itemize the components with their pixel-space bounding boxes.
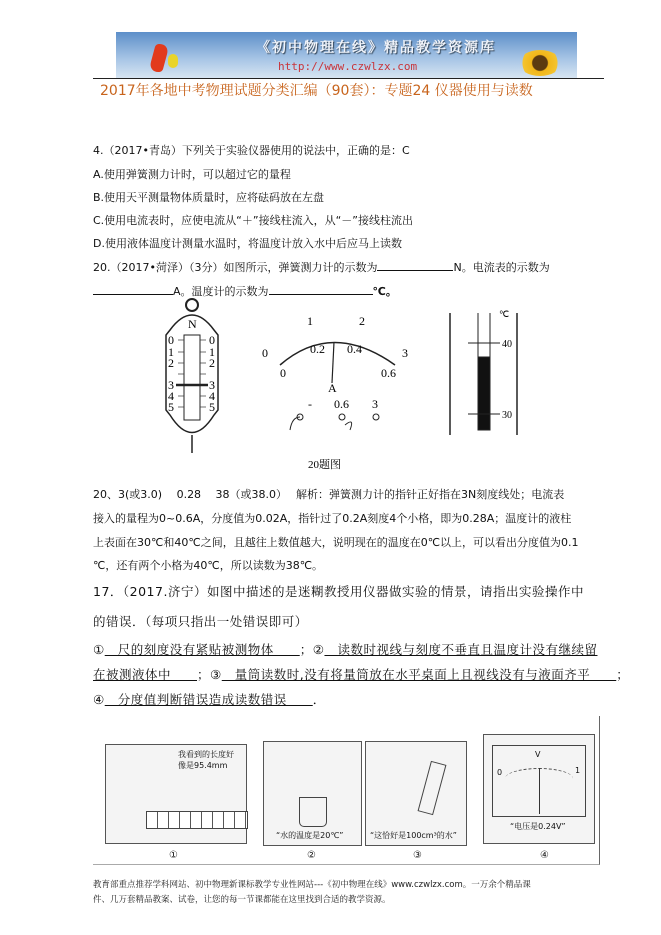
q20-text: A。温度计的示数为 [173,285,269,298]
spring-tick: 5 [168,400,174,414]
site-banner[interactable] [116,32,577,78]
footer-line: 教育部重点推荐学科网站、初中物理新课标教学专业性网站---《初中物理在线》www.czwlzx.com。一万余个精品课 [93,880,531,890]
panel-caption: 我看到的长度好像是95.4mm [178,750,234,770]
panel-voltmeter [483,734,595,844]
dial-label: 0 [497,768,503,777]
marker: ③ [210,667,222,682]
ammeter-bottom-label: 0.6 [381,366,396,380]
answer-3: 量筒读数时,没有将量筒放在水平桌面上且视线没有与液面齐平 [221,667,617,682]
ammeter-top-label: 3 [402,346,408,360]
terminal-label: - [308,397,312,411]
q20-answer-line: 20、3(或3.0) 0.28 38（或38.0） 解析：弹簧测力计的指针正好指在3N刻度线处；电流表 [93,488,565,501]
terminal-label: 0.6 [334,397,349,411]
panel-number: ① [169,850,178,861]
q20-text: 20.（2017•菏泽）（3分）如图所示，弹簧测力计的示数为 [93,261,378,274]
ammeter-figure [280,342,395,430]
spring-tick: 1 [209,345,215,359]
q17-answer-line [93,640,597,658]
ammeter-bottom-label: 0.4 [347,342,362,356]
q17-answer-line [93,665,629,683]
q17-line2: 的错误．（每项只指出一处错误即可） [93,614,308,629]
q4-option-a: A.使用弹簧测力计时，可以超过它的量程 [93,168,291,181]
panel-number: ④ [540,850,549,861]
ammeter-top-label: 1 [307,314,313,328]
ruler-drawing [146,811,248,829]
header-divider [93,78,604,79]
spring-tick: 0 [209,333,215,347]
logo-icon [148,44,170,72]
thermo-unit: ℃ [499,309,510,319]
dial-label: 1 [575,766,581,775]
terminal-label: 3 [372,397,378,411]
spring-tick: 2 [168,356,174,370]
ammeter-bottom-label: 0 [280,366,286,380]
q17-answer-line [93,690,326,708]
spring-tick: 4 [168,389,174,403]
doc-title: 2017年各地中考物理试题分类汇编（90套）：专题24 仪器使用与读数 [100,83,533,99]
answer-blank [269,284,373,295]
q20-answer-line: 接入的量程为0~0.6A，分度值为0.02A，指针过了0.2A刻度4个小格，即为0.28A；温度计的液柱 [93,512,572,525]
spring-tick: 1 [168,345,174,359]
banner-url[interactable]: http://www.czwlzx.com [278,60,418,73]
spring-tick: 4 [209,389,215,403]
answer-blank [93,284,173,295]
answer-2-cont: 在被测液体中 [93,667,198,682]
panel-thermometer [263,741,362,846]
answer-blank [377,260,453,271]
panel-ruler [105,744,247,844]
q20-text: N。电流表的示数为 [453,261,550,274]
answer-2: 读数时视线与刻度不垂直且温度计没有继续留 [324,642,598,657]
panel-caption: “这恰好是100cm³的水” [370,831,457,840]
ammeter-unit: A [328,381,337,395]
banner-title: 《初中物理在线》精品教学资源库 [256,40,496,56]
figure-caption: 20题图 [308,459,341,471]
spring-unit: N [188,317,197,331]
dial-needle [539,768,540,814]
cylinder-drawing [418,761,447,815]
sunflower-image [519,50,561,76]
panel-number: ② [307,850,316,861]
beaker-drawing [299,797,327,827]
voltmeter-dial [492,745,586,817]
ammeter-top-label: 0 [262,346,268,360]
q4-stem: 4.（2017•青岛）下列关于实验仪器使用的说法中，正确的是：C [93,144,410,157]
spring-tick: 3 [168,378,174,392]
ammeter-bottom-label: 0.2 [310,342,325,356]
answer-4: 分度值判断错误造成读数错误 [104,692,313,707]
footer-line: 件、几万套精品教案、试卷，让您的每一节课都能在这里找到合适的教学资源。 [93,895,391,905]
q20-figure [150,295,530,480]
spring-tick: 3 [209,378,215,392]
separator: ； [197,667,211,682]
panel-caption: “电压是0.24V” [510,822,566,831]
q4-option-c: C.使用电流表时，应使电流从“＋”接线柱流入，从“－”接线柱流出 [93,214,413,227]
marker: ① [93,642,105,657]
logo-icon-yellow [168,54,178,68]
spring-tick: 5 [209,400,215,414]
q4-option-b: B.使用天平测量物体质量时，应将砝码放在左盘 [93,191,325,204]
q20-answer-line: 上表面在30℃和40℃之间，且越往上数值越大，说明现在的温度在0℃以上，可以看出分度值为0.1 [93,536,579,549]
marker: ④ [93,692,105,707]
period: ． [312,692,326,707]
ammeter-top-label: 2 [359,314,365,328]
separator: ； [616,667,630,682]
panel-caption: “水的温度是20℃” [276,831,344,840]
panel-cylinder [365,741,467,846]
separator: ； [299,642,313,657]
q20-text: ℃。 [372,285,397,298]
q17-illustrations [93,716,600,865]
q20-answer-line: ℃，还有两个小格为40℃，所以读数为38℃。 [93,559,324,572]
marker: ② [312,642,325,657]
thermo-label: 40 [502,339,512,350]
spring-tick: 2 [209,356,215,370]
q4-option-d: D.使用液体温度计测量水温时，将温度计放入水中后应马上读数 [93,237,402,250]
thermo-label: 30 [502,410,512,421]
q20-line1 [93,259,550,275]
panel-number: ③ [413,850,422,861]
dial-unit: V [535,750,541,759]
q17-line1: 17．（2017.济宁）如图中描述的是迷糊教授用仪器做实验的情景，请指出实验操作中 [93,584,584,599]
spring-tick: 0 [168,333,174,347]
answer-1: 尺的刻度没有紧贴被测物体 [104,642,300,657]
